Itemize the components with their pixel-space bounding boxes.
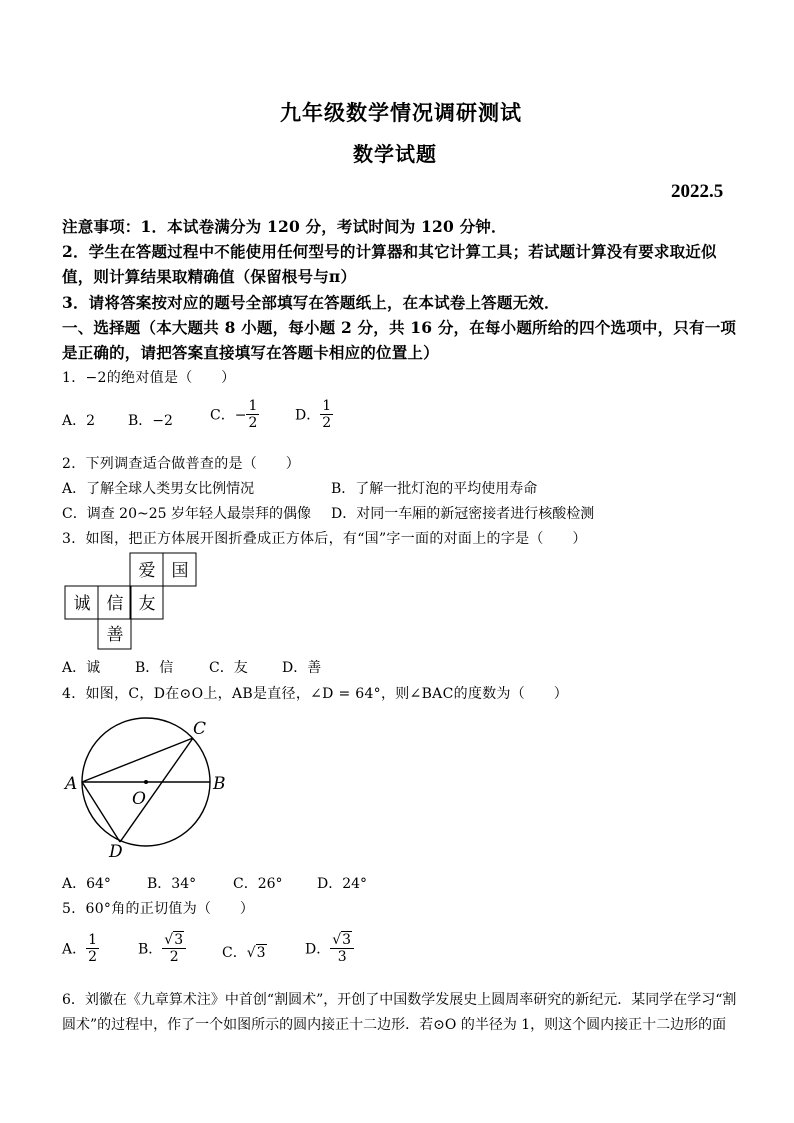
net-char-xin: 信 <box>106 594 124 614</box>
q2-stem: 2．下列调查适合做普查的是（ ） <box>62 456 301 472</box>
net-char-shan: 善 <box>106 625 124 645</box>
center-point <box>144 780 148 784</box>
net-char-you: 友 <box>138 594 156 614</box>
q4-option-b: B．34° <box>147 876 197 892</box>
chord-dc <box>120 738 193 842</box>
cube-net-diagram <box>62 550 202 650</box>
q5-option-c-radicand: 3 <box>256 945 266 961</box>
q1-option-d-numerator: 1 <box>322 398 332 414</box>
section-1-heading-line-2: 是正确的，请把答案直接填写在答题卡相应的位置上） <box>62 343 439 362</box>
q1-stem: 1．−2的绝对值是（ ） <box>62 370 236 386</box>
chord-ad <box>82 782 120 842</box>
note-line-3: 3．请将答案按对应的题号全部填写在答题纸上，在本试卷上答题无效． <box>62 293 560 312</box>
q3-option-a: A．诚 <box>62 660 101 676</box>
note-line-2a: 2．学生在答题过程中不能使用任何型号的计算器和其它计算工具；若试题计算没有要求取近似 <box>62 242 717 261</box>
q5-option-b-numerator: √3 <box>164 932 184 948</box>
q3-option-b: B．信 <box>135 660 174 676</box>
q2-option-c: C．调查 20~25 岁年轻人最崇拜的偶像 <box>62 506 311 522</box>
q5-option-d <box>305 932 354 965</box>
q1-option-c-numerator: 1 <box>248 398 258 414</box>
q6-line-2: 圆术”的过程中，作了一个如图所示的圆内接正十二边形．若⊙O 的半径为 1，则这个圆内接正十二边形的面 <box>62 1017 727 1033</box>
q2-option-b: B．了解一批灯泡的平均使用寿命 <box>331 481 538 497</box>
q5-option-d-prefix: D． <box>305 941 331 958</box>
q3-stem: 3．如图，把正方体展开图折叠成正方体后，有“国”字一面的对面上的字是（ ） <box>62 531 587 547</box>
q4-option-d: D．24° <box>317 876 368 892</box>
q5-option-d-numerator: √3 <box>332 932 352 948</box>
q1-option-c-prefix: C．− <box>210 407 247 424</box>
q5-option-d-radicand: 3 <box>342 932 352 948</box>
q5-option-b-prefix: B． <box>138 941 163 958</box>
q2-option-a: A．了解全球人类男女比例情况 <box>62 481 255 497</box>
q5-option-d-denominator: 3 <box>330 948 354 965</box>
q3-option-d: D．善 <box>282 660 322 676</box>
section-1-heading-line-1: 一、选择题（本大题共 8 小题，每小题 2 分，共 16 分，在每小题所给的四个选项中，只有一项 <box>62 318 737 337</box>
q4-option-c: C．26° <box>233 876 283 892</box>
q1-option-d-denominator: 2 <box>322 415 332 431</box>
circle-diagram <box>60 712 235 862</box>
q5-option-b-denominator: 2 <box>162 948 186 965</box>
q6-line-1: 6．刘徽在《九章算术注》中首创“割圆术”，开创了中国数学发展史上圆周率研究的新纪元．某同学在学习“割 <box>62 992 737 1008</box>
q5-option-a-numerator: 1 <box>88 932 98 948</box>
q1-option-a: A．2 <box>62 413 96 429</box>
q5-option-c-prefix: C． <box>222 945 247 961</box>
q5-option-b-radicand: 3 <box>174 932 184 948</box>
q1-option-b: B．−2 <box>128 413 173 429</box>
exam-date: 2022.5 <box>671 181 724 202</box>
note-line-2b: 值，则计算结果取精确值（保留根号与π） <box>62 267 357 286</box>
q4-stem: 4．如图，C，D在⊙O上，AB是直径，∠D = 64°，则∠BAC的度数为（ ） <box>62 686 568 702</box>
q3-option-c: C．友 <box>209 660 248 676</box>
q1-option-c-denominator: 2 <box>248 415 258 431</box>
exam-title: 九年级数学情况调研测试 <box>280 100 522 125</box>
label-o: O <box>132 789 146 809</box>
q5-option-a-denominator: 2 <box>88 949 98 965</box>
chord-ac <box>82 738 193 782</box>
q5-option-b <box>138 932 186 965</box>
q5-option-c: C．√3 <box>222 945 266 961</box>
label-c: C <box>193 719 207 739</box>
q5-stem: 5．60°角的正切值为（ ） <box>62 901 255 917</box>
net-char-guo: 国 <box>171 561 189 581</box>
label-d: D <box>109 842 123 862</box>
q1-option-d <box>295 398 333 431</box>
q1-option-c <box>210 398 259 431</box>
q5-option-a <box>62 932 99 965</box>
label-b: B <box>213 774 226 794</box>
exam-subtitle: 数学试题 <box>353 142 437 166</box>
q5-option-a-prefix: A． <box>62 941 87 958</box>
q4-option-a: A．64° <box>62 876 111 892</box>
note-line-1: 注意事项：1．本试卷满分为 120 分，考试时间为 120 分钟． <box>62 217 507 236</box>
label-a: A <box>65 774 78 794</box>
net-char-ai: 爱 <box>138 561 156 581</box>
q1-option-d-prefix: D． <box>295 407 321 424</box>
net-char-cheng: 诚 <box>73 594 91 614</box>
q2-option-d: D．对同一车厢的新冠密接者进行核酸检测 <box>331 506 595 522</box>
